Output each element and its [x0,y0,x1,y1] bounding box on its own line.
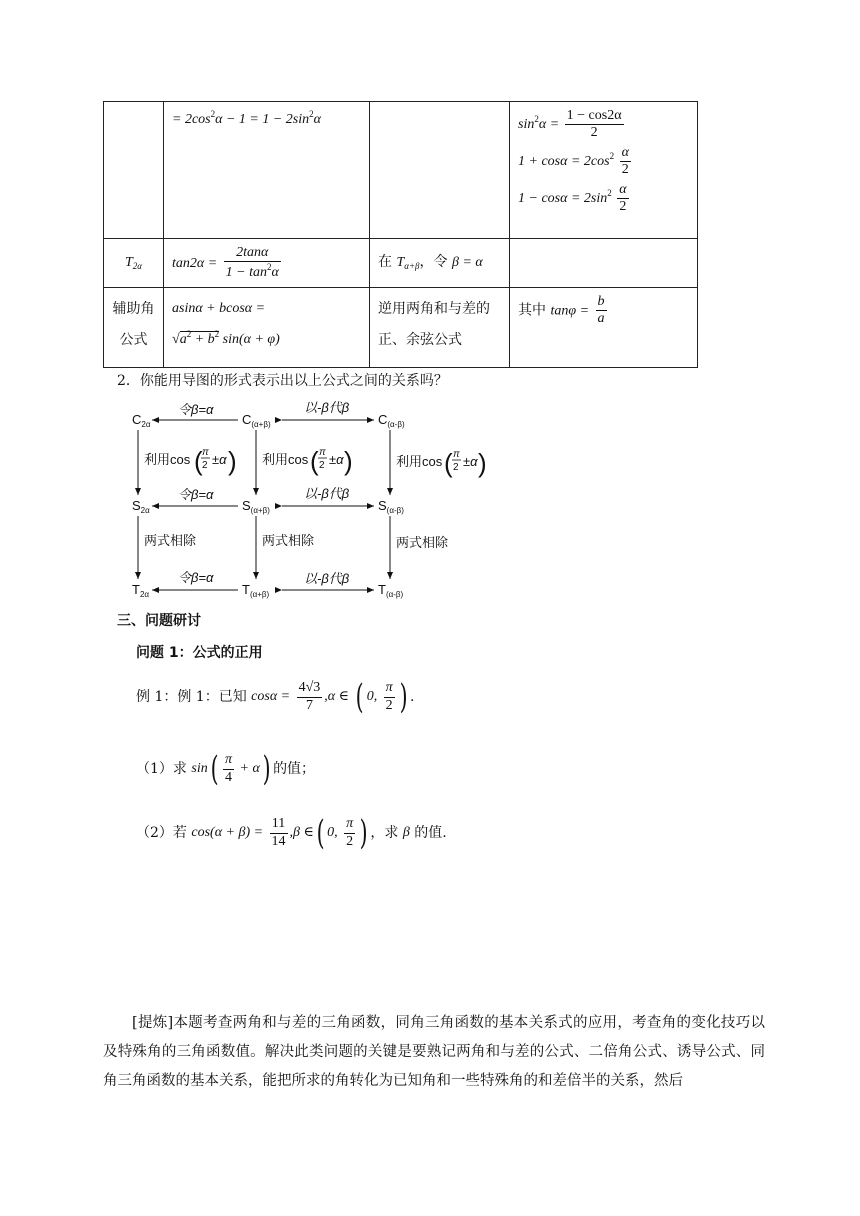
table-cell-cos2a-formula: = $2\cos^2\alpha - 1 = 1 - 2\sin^2\alpha$ [164,102,370,239]
svg-text:2: 2 [453,462,459,473]
label-divide-col3: 两式相除 [396,535,449,550]
label-divide-col2: 两式相除 [262,533,315,548]
svg-text:): ) [228,446,237,476]
question-2-text: 2．你能用导图的形式表示出以上公式之间的关系吗？ [117,373,448,389]
svg-text:2: 2 [319,460,325,471]
example-prefix: 例 1：例 1：已知 [136,689,247,705]
aux-note-line2: 正、余弦公式 [378,331,462,348]
node-c-a-plus-b: $C_{(\alpha+\beta)}$ [242,412,271,429]
label-use-cos-col3 [396,448,487,478]
svg-text:(: ( [444,448,453,478]
section-3-title: 三、问题研讨 [117,613,201,629]
svg-text:2: 2 [202,460,208,471]
node-c2a: $C_{2\alpha}$ [132,412,151,429]
formula-sin-square: $\sin^2\alpha$ = $\frac{1 - \cos 2\alpha}{2}$ [518,108,622,141]
svg-text:利用cos: 利用cos [396,454,443,469]
table-cell-aux-label [104,288,164,368]
node-t-a-minus-b: $T_{(\alpha-\beta)}$ [378,582,404,599]
svg-text:利用cos: 利用cos [262,452,309,467]
table-cell-aux-formula [164,288,370,368]
svg-text:±α: ±α [329,452,344,467]
table-row-tan-double [104,239,698,288]
table-row-double-angle-cos [104,102,698,239]
label-use-cos-col2 [262,446,353,476]
label-let-row1: 令β=α [178,402,214,417]
aux-formula-line2: $√a^2 + b^2$ sin(α + φ) [172,328,280,347]
table-cell-tan2a-note: 在 $T_{\alpha+\beta}$，令 β = α [370,239,510,288]
example-1: 例 1：例 1：已知 cosα = $\frac{4√3}{7}$ ,α ∈ ( 0, $\frac{\pi}{2}$ ) . [136,677,415,717]
svg-text:±α: ±α [212,452,227,467]
svg-text:(: ( [194,446,203,476]
label-divide-col1: 两式相除 [144,533,197,548]
formula-relation-diagram [130,398,490,600]
node-t2a: $T_{2\alpha}$ [132,582,150,599]
node-t-a-plus-b: $T_{(\alpha+\beta)}$ [242,582,270,599]
table-cell-half-angle-formulas [510,102,698,239]
formula-one-plus-cos: $1 + \cos\alpha = 2\cos^2$ $\frac{\alpha}{2}$ [518,145,629,178]
aux-label-line2: 公式 [119,331,148,348]
node-s-a-minus-b: $S_{(\alpha-\beta)}$ [378,498,404,515]
table-cell-t2a-label: $T_{2\alpha}$ [104,239,164,288]
label-use-cos-col1 [144,446,237,476]
label-replace-row2: 以-β代β [304,486,350,501]
svg-text:(: ( [310,446,319,476]
table-cell-empty [370,102,510,239]
svg-text:): ) [478,448,487,478]
svg-text:±α: ±α [463,454,478,469]
label-let-row2: 令β=α [178,487,214,502]
aux-label-line1: 辅助角 [112,301,155,318]
label-replace-row3: 以-β代β [304,571,350,586]
formula-table [103,101,698,368]
table-cell-aux-extra: 其中 tanφ = $\frac{b}{a}$ [510,288,698,368]
label-let-row3: 令β=α [178,570,214,585]
table-row-auxiliary-angle [104,288,698,368]
formula-one-minus-cos: $1 - \cos\alpha = 2\sin^2$ $\frac{\alpha}{2}$ [518,182,627,215]
node-s-a-plus-b: $S_{(\alpha+\beta)}$ [242,498,270,515]
svg-text:π: π [319,447,326,458]
node-s2a: $S_{2\alpha}$ [132,498,150,515]
example-part-2: （2）若 cos(α + β) = $\frac{11}{14}$ ,β ∈( 0, $\frac{\pi}{2}$ ) ，求 β 的值. [136,813,447,853]
table-cell-empty [104,102,164,239]
svg-text:π: π [202,447,209,458]
table-cell-aux-note [370,288,510,368]
hint-paragraph: [提炼]本题考查两角和与差的三角函数，同角三角函数的基本关系式的应用，考查角的变化技巧以及特殊角的三角函数值。解决此类问题的关键是要熟记两角和与差的公式、二倍角公式、诱导公式、同角三角函数的基本关系，能把所求的角转化为已知角和一些特殊角的和差倍半的关系，然后 [103,1015,765,1089]
problem-1-title: 问题 1：公式的正用 [136,645,263,661]
svg-text:π: π [453,449,460,460]
label-replace-row1: 以-β代β [304,400,350,415]
node-c-a-minus-b: $C_{(\alpha-\beta)}$ [378,412,405,429]
example-part-1: （1）求 sin( $\frac{\pi}{4}$ + α) 的值； [136,749,316,789]
svg-text:): ) [344,446,353,476]
aux-note-line1: 逆用两角和与差的 [378,301,490,318]
table-cell-empty [510,239,698,288]
aux-formula-line1: asinα + bcosα = [172,301,266,317]
svg-text:利用cos: 利用cos [144,452,191,467]
table-cell-tan2a-formula: tan2α = $\frac{2\tan\alpha}{1 - \tan^2\alpha}$ [164,239,370,288]
